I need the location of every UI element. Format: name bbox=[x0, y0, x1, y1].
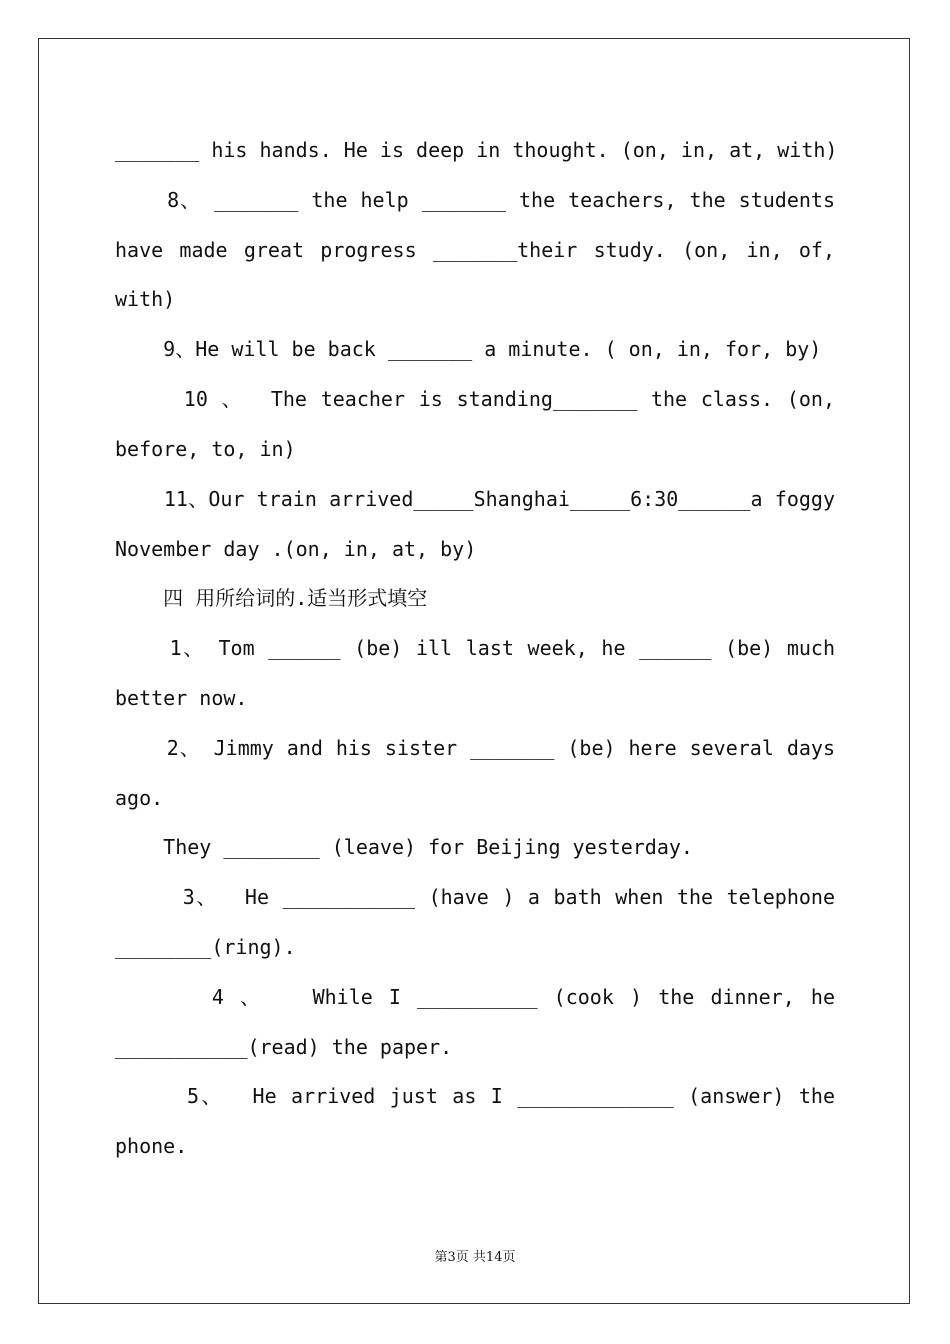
text-line: better now. bbox=[115, 686, 248, 710]
text-line: with) bbox=[115, 287, 176, 311]
text-line: _______ his hands. He is deep in thought. (on, in, at, with) bbox=[115, 138, 838, 162]
text-line: before, to, in) bbox=[115, 437, 296, 461]
text-line: ________(ring). bbox=[115, 935, 296, 959]
text-line: have made great progress _______their study. (on, in, of, bbox=[115, 238, 835, 262]
text-line: ___________(read) the paper. bbox=[115, 1035, 453, 1059]
text-line: ago. bbox=[115, 786, 164, 810]
text-line: 9、He will be back _______ a minute. ( on, in, for, by) bbox=[115, 337, 822, 361]
text-line: 5、 He arrived just as I _____________ (answer) the bbox=[115, 1084, 835, 1108]
text-line: 11、Our train arrived_____Shanghai_____6:30______a foggy bbox=[115, 487, 835, 511]
text-line: November day .(on, in, at, by) bbox=[115, 537, 477, 561]
text-line: 1、 Tom ______ (be) ill last week, he ______ (be) much bbox=[115, 636, 835, 660]
text-line: 2、 Jimmy and his sister _______ (be) here several days bbox=[115, 736, 835, 760]
text-line: 4 、 While I __________ (cook ) the dinner, he bbox=[115, 985, 835, 1009]
text-line: 3、 He ___________ (have ) a bath when the telephone bbox=[115, 885, 835, 909]
text-line: They ________ (leave) for Beijing yesterday. bbox=[115, 835, 693, 859]
text-line: phone. bbox=[115, 1134, 188, 1158]
text-line: 10 、 The teacher is standing_______ the class. (on, bbox=[115, 387, 835, 411]
page-number-footer: 第3页 共14页 bbox=[434, 1250, 516, 1265]
section-heading: 四 用所给词的.适当形式填空 bbox=[115, 586, 428, 610]
page-border bbox=[38, 38, 910, 1304]
text-line: 8、 _______ the help _______ the teachers, the students bbox=[115, 188, 835, 212]
